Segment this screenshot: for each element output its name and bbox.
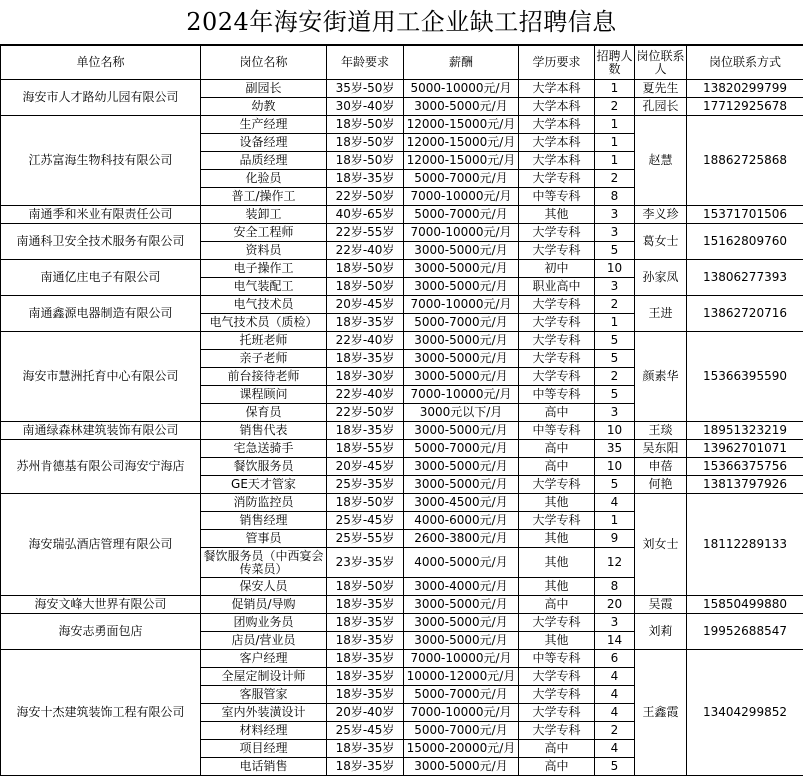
hiring-count: 1 bbox=[595, 134, 635, 152]
age-requirement: 18岁-35岁 bbox=[327, 740, 404, 758]
age-requirement: 18岁-30岁 bbox=[327, 368, 404, 386]
salary: 7000-10000元/月 bbox=[404, 704, 519, 722]
salary: 5000-7000元/月 bbox=[404, 314, 519, 332]
salary: 7000-10000元/月 bbox=[404, 224, 519, 242]
hiring-count: 5 bbox=[595, 476, 635, 494]
education-requirement: 初中 bbox=[519, 260, 595, 278]
hiring-count: 3 bbox=[595, 614, 635, 632]
contact-phone: 13404299852 bbox=[687, 650, 803, 776]
salary: 4000-5000元/月 bbox=[404, 548, 519, 578]
hiring-count: 35 bbox=[595, 440, 635, 458]
age-requirement: 18岁-50岁 bbox=[327, 116, 404, 134]
position-title: 销售经理 bbox=[201, 512, 327, 530]
contact-phone: 13862720716 bbox=[687, 296, 803, 332]
position-title: 电子操作工 bbox=[201, 260, 327, 278]
contact-phone: 15366375756 bbox=[687, 458, 803, 476]
hiring-count: 1 bbox=[595, 116, 635, 134]
salary: 3000-5000元/月 bbox=[404, 278, 519, 296]
age-requirement: 23岁-35岁 bbox=[327, 548, 404, 578]
hiring-count: 2 bbox=[595, 170, 635, 188]
position-title: 安全工程师 bbox=[201, 224, 327, 242]
education-requirement: 其他 bbox=[519, 632, 595, 650]
hiring-count: 3 bbox=[595, 404, 635, 422]
contact-person: 刘女士 bbox=[635, 494, 687, 596]
salary: 3000-4500元/月 bbox=[404, 494, 519, 512]
contact-person: 孙家凤 bbox=[635, 260, 687, 296]
age-requirement: 22岁-40岁 bbox=[327, 386, 404, 404]
salary: 10000-12000元/月 bbox=[404, 668, 519, 686]
salary: 15000-20000元/月 bbox=[404, 740, 519, 758]
contact-phone: 18112289133 bbox=[687, 494, 803, 596]
position-title: 亲子老师 bbox=[201, 350, 327, 368]
salary: 5000-7000元/月 bbox=[404, 170, 519, 188]
hiring-count: 5 bbox=[595, 332, 635, 350]
salary: 7000-10000元/月 bbox=[404, 386, 519, 404]
position-title: 电气技术员 bbox=[201, 296, 327, 314]
position-title: 课程顾问 bbox=[201, 386, 327, 404]
company-name: 海安市人才路幼儿园有限公司 bbox=[1, 80, 201, 116]
salary: 7000-10000元/月 bbox=[404, 650, 519, 668]
salary: 12000-15000元/月 bbox=[404, 116, 519, 134]
hiring-count: 3 bbox=[595, 206, 635, 224]
position-title: 宅急送骑手 bbox=[201, 440, 327, 458]
company-name: 南通亿庄电子有限公司 bbox=[1, 260, 201, 296]
position-title: 项目经理 bbox=[201, 740, 327, 758]
position-title: 全屋定制设计师 bbox=[201, 668, 327, 686]
age-requirement: 18岁-35岁 bbox=[327, 350, 404, 368]
position-title: 前台接待老师 bbox=[201, 368, 327, 386]
hiring-count: 10 bbox=[595, 422, 635, 440]
age-requirement: 25岁-45岁 bbox=[327, 722, 404, 740]
salary: 3000-5000元/月 bbox=[404, 476, 519, 494]
contact-phone: 13820299799 bbox=[687, 80, 803, 98]
header-phone: 岗位联系方式 bbox=[687, 46, 803, 80]
salary: 3000-5000元/月 bbox=[404, 632, 519, 650]
salary: 2600-3800元/月 bbox=[404, 530, 519, 548]
hiring-count: 5 bbox=[595, 386, 635, 404]
contact-phone: 13813797926 bbox=[687, 476, 803, 494]
education-requirement: 其他 bbox=[519, 530, 595, 548]
position-title: 生产经理 bbox=[201, 116, 327, 134]
age-requirement: 18岁-35岁 bbox=[327, 422, 404, 440]
education-requirement: 大学本科 bbox=[519, 98, 595, 116]
table-row bbox=[1, 332, 803, 350]
table-row bbox=[1, 650, 803, 668]
position-title: 电气装配工 bbox=[201, 278, 327, 296]
age-requirement: 40岁-65岁 bbox=[327, 206, 404, 224]
education-requirement: 中等专科 bbox=[519, 422, 595, 440]
education-requirement: 大学本科 bbox=[519, 134, 595, 152]
hiring-count: 10 bbox=[595, 458, 635, 476]
position-title: 促销员/导购 bbox=[201, 596, 327, 614]
contact-person: 王琰 bbox=[635, 422, 687, 440]
salary: 12000-15000元/月 bbox=[404, 152, 519, 170]
position-title: 装卸工 bbox=[201, 206, 327, 224]
contact-person: 申蓓 bbox=[635, 458, 687, 476]
position-title: 室内外装潢设计 bbox=[201, 704, 327, 722]
salary: 3000-5000元/月 bbox=[404, 350, 519, 368]
education-requirement: 大学专科 bbox=[519, 170, 595, 188]
education-requirement: 中等专科 bbox=[519, 650, 595, 668]
age-requirement: 25岁-35岁 bbox=[327, 476, 404, 494]
education-requirement: 中等专科 bbox=[519, 386, 595, 404]
education-requirement: 中等专科 bbox=[519, 188, 595, 206]
hiring-count: 14 bbox=[595, 632, 635, 650]
position-title: 团购业务员 bbox=[201, 614, 327, 632]
position-title: 客户经理 bbox=[201, 650, 327, 668]
recruitment-table bbox=[0, 45, 803, 776]
position-title: 化验员 bbox=[201, 170, 327, 188]
hiring-count: 2 bbox=[595, 98, 635, 116]
education-requirement: 大学专科 bbox=[519, 668, 595, 686]
page-title: 2024年海安街道用工企业缺工招聘信息 bbox=[0, 0, 803, 45]
education-requirement: 大学专科 bbox=[519, 368, 595, 386]
salary: 5000-7000元/月 bbox=[404, 440, 519, 458]
contact-phone: 15850499880 bbox=[687, 596, 803, 614]
age-requirement: 18岁-35岁 bbox=[327, 170, 404, 188]
age-requirement: 18岁-35岁 bbox=[327, 314, 404, 332]
salary: 3000-5000元/月 bbox=[404, 332, 519, 350]
age-requirement: 18岁-35岁 bbox=[327, 668, 404, 686]
position-title: 客服管家 bbox=[201, 686, 327, 704]
education-requirement: 其他 bbox=[519, 206, 595, 224]
hiring-count: 4 bbox=[595, 686, 635, 704]
education-requirement: 大学本科 bbox=[519, 116, 595, 134]
hiring-count: 4 bbox=[595, 494, 635, 512]
age-requirement: 18岁-35岁 bbox=[327, 758, 404, 776]
hiring-count: 20 bbox=[595, 596, 635, 614]
company-name: 南通季和米业有限责任公司 bbox=[1, 206, 201, 224]
contact-phone: 19952688547 bbox=[687, 614, 803, 650]
company-name: 海安文峰大世界有限公司 bbox=[1, 596, 201, 614]
hiring-count: 4 bbox=[595, 668, 635, 686]
position-title: 普工/操作工 bbox=[201, 188, 327, 206]
age-requirement: 18岁-35岁 bbox=[327, 614, 404, 632]
company-name: 江苏富海生物科技有限公司 bbox=[1, 116, 201, 206]
hiring-count: 3 bbox=[595, 224, 635, 242]
contact-person: 颜素华 bbox=[635, 332, 687, 422]
salary: 3000-5000元/月 bbox=[404, 758, 519, 776]
company-name: 苏州肯德基有限公司海安宁海店 bbox=[1, 440, 201, 494]
position-title: 管事员 bbox=[201, 530, 327, 548]
contact-phone: 15366395590 bbox=[687, 332, 803, 422]
education-requirement: 大学专科 bbox=[519, 476, 595, 494]
age-requirement: 22岁-50岁 bbox=[327, 404, 404, 422]
table-row bbox=[1, 206, 803, 224]
position-title: 托班老师 bbox=[201, 332, 327, 350]
hiring-count: 5 bbox=[595, 242, 635, 260]
position-title: 餐饮服务员（中西宴会传菜员） bbox=[201, 548, 327, 578]
hiring-count: 4 bbox=[595, 704, 635, 722]
age-requirement: 25岁-45岁 bbox=[327, 512, 404, 530]
contact-person: 王鑫霞 bbox=[635, 650, 687, 776]
company-name: 海安十杰建筑装饰工程有限公司 bbox=[1, 650, 201, 776]
contact-person: 何艳 bbox=[635, 476, 687, 494]
salary: 3000-5000元/月 bbox=[404, 458, 519, 476]
age-requirement: 18岁-50岁 bbox=[327, 278, 404, 296]
age-requirement: 18岁-50岁 bbox=[327, 260, 404, 278]
position-title: GE天才管家 bbox=[201, 476, 327, 494]
table-row bbox=[1, 614, 803, 632]
contact-person: 夏先生 bbox=[635, 80, 687, 98]
education-requirement: 大学专科 bbox=[519, 614, 595, 632]
position-title: 保安人员 bbox=[201, 578, 327, 596]
position-title: 幼教 bbox=[201, 98, 327, 116]
salary: 7000-10000元/月 bbox=[404, 188, 519, 206]
company-name: 南通绿森林建筑装饰有限公司 bbox=[1, 422, 201, 440]
hiring-count: 8 bbox=[595, 188, 635, 206]
position-title: 电气技术员（质检） bbox=[201, 314, 327, 332]
education-requirement: 高中 bbox=[519, 758, 595, 776]
education-requirement: 高中 bbox=[519, 596, 595, 614]
header-education: 学历要求 bbox=[519, 46, 595, 80]
company-name: 南通鑫源电器制造有限公司 bbox=[1, 296, 201, 332]
salary: 3000-5000元/月 bbox=[404, 368, 519, 386]
age-requirement: 18岁-50岁 bbox=[327, 134, 404, 152]
education-requirement: 大学本科 bbox=[519, 152, 595, 170]
position-title: 副园长 bbox=[201, 80, 327, 98]
table-row bbox=[1, 224, 803, 242]
age-requirement: 18岁-50岁 bbox=[327, 578, 404, 596]
company-name: 海安市慧洲托育中心有限公司 bbox=[1, 332, 201, 422]
age-requirement: 18岁-35岁 bbox=[327, 632, 404, 650]
table-row bbox=[1, 116, 803, 134]
hiring-count: 5 bbox=[595, 350, 635, 368]
salary: 3000-5000元/月 bbox=[404, 422, 519, 440]
contact-phone: 18951323219 bbox=[687, 422, 803, 440]
salary: 3000-5000元/月 bbox=[404, 614, 519, 632]
position-title: 店员/营业员 bbox=[201, 632, 327, 650]
age-requirement: 30岁-40岁 bbox=[327, 98, 404, 116]
salary: 3000元以下/月 bbox=[404, 404, 519, 422]
contact-phone: 17712925678 bbox=[687, 98, 803, 116]
position-title: 电话销售 bbox=[201, 758, 327, 776]
age-requirement: 18岁-35岁 bbox=[327, 650, 404, 668]
header-age: 年龄要求 bbox=[327, 46, 404, 80]
contact-person: 赵慧 bbox=[635, 116, 687, 206]
contact-person: 王进 bbox=[635, 296, 687, 332]
hiring-count: 2 bbox=[595, 722, 635, 740]
education-requirement: 高中 bbox=[519, 440, 595, 458]
hiring-count: 10 bbox=[595, 260, 635, 278]
contact-phone: 13806277393 bbox=[687, 260, 803, 296]
age-requirement: 22岁-40岁 bbox=[327, 332, 404, 350]
education-requirement: 大学专科 bbox=[519, 296, 595, 314]
age-requirement: 22岁-40岁 bbox=[327, 242, 404, 260]
contact-person: 吴东阳 bbox=[635, 440, 687, 458]
company-name: 海安志勇面包店 bbox=[1, 614, 201, 650]
education-requirement: 其他 bbox=[519, 548, 595, 578]
hiring-count: 6 bbox=[595, 650, 635, 668]
age-requirement: 18岁-50岁 bbox=[327, 494, 404, 512]
education-requirement: 大学本科 bbox=[519, 80, 595, 98]
education-requirement: 大学专科 bbox=[519, 512, 595, 530]
education-requirement: 大学专科 bbox=[519, 242, 595, 260]
education-requirement: 大学专科 bbox=[519, 332, 595, 350]
table-row bbox=[1, 80, 803, 98]
hiring-count: 3 bbox=[595, 278, 635, 296]
position-title: 品质经理 bbox=[201, 152, 327, 170]
age-requirement: 22岁-55岁 bbox=[327, 224, 404, 242]
position-title: 保育员 bbox=[201, 404, 327, 422]
header-row bbox=[1, 46, 803, 80]
hiring-count: 5 bbox=[595, 758, 635, 776]
age-requirement: 20岁-45岁 bbox=[327, 296, 404, 314]
position-title: 设备经理 bbox=[201, 134, 327, 152]
education-requirement: 大学专科 bbox=[519, 722, 595, 740]
salary: 3000-4000元/月 bbox=[404, 578, 519, 596]
table-row bbox=[1, 494, 803, 512]
salary: 5000-7000元/月 bbox=[404, 206, 519, 224]
salary: 4000-6000元/月 bbox=[404, 512, 519, 530]
education-requirement: 大学专科 bbox=[519, 704, 595, 722]
header-count: 招聘人数 bbox=[595, 46, 635, 80]
contact-person: 葛女士 bbox=[635, 224, 687, 260]
age-requirement: 18岁-35岁 bbox=[327, 596, 404, 614]
salary: 5000-10000元/月 bbox=[404, 80, 519, 98]
contact-phone: 15371701506 bbox=[687, 206, 803, 224]
company-name: 海安瑞弘酒店管理有限公司 bbox=[1, 494, 201, 596]
contact-phone: 18862725868 bbox=[687, 116, 803, 206]
education-requirement: 高中 bbox=[519, 740, 595, 758]
hiring-count: 1 bbox=[595, 314, 635, 332]
age-requirement: 18岁-50岁 bbox=[327, 152, 404, 170]
salary: 3000-5000元/月 bbox=[404, 260, 519, 278]
salary: 5000-7000元/月 bbox=[404, 722, 519, 740]
hiring-count: 2 bbox=[595, 296, 635, 314]
contact-person: 刘莉 bbox=[635, 614, 687, 650]
hiring-count: 4 bbox=[595, 740, 635, 758]
salary: 12000-15000元/月 bbox=[404, 134, 519, 152]
position-title: 餐饮服务员 bbox=[201, 458, 327, 476]
header-position: 岗位名称 bbox=[201, 46, 327, 80]
education-requirement: 大学专科 bbox=[519, 686, 595, 704]
education-requirement: 高中 bbox=[519, 458, 595, 476]
contact-person: 吴霞 bbox=[635, 596, 687, 614]
position-title: 消防监控员 bbox=[201, 494, 327, 512]
education-requirement: 高中 bbox=[519, 404, 595, 422]
table-row bbox=[1, 422, 803, 440]
age-requirement: 25岁-55岁 bbox=[327, 530, 404, 548]
education-requirement: 大学专科 bbox=[519, 224, 595, 242]
salary: 3000-5000元/月 bbox=[404, 596, 519, 614]
company-name: 南通科卫安全技术服务有限公司 bbox=[1, 224, 201, 260]
table-row bbox=[1, 260, 803, 278]
contact-person: 孔园长 bbox=[635, 98, 687, 116]
hiring-count: 2 bbox=[595, 368, 635, 386]
hiring-count: 12 bbox=[595, 548, 635, 578]
hiring-count: 1 bbox=[595, 152, 635, 170]
header-company: 单位名称 bbox=[1, 46, 201, 80]
hiring-count: 9 bbox=[595, 530, 635, 548]
education-requirement: 大学专科 bbox=[519, 350, 595, 368]
salary: 7000-10000元/月 bbox=[404, 296, 519, 314]
contact-phone: 15162809760 bbox=[687, 224, 803, 260]
age-requirement: 35岁-50岁 bbox=[327, 80, 404, 98]
education-requirement: 大学专科 bbox=[519, 314, 595, 332]
table-body bbox=[1, 80, 803, 776]
age-requirement: 18岁-35岁 bbox=[327, 686, 404, 704]
hiring-count: 1 bbox=[595, 512, 635, 530]
age-requirement: 22岁-50岁 bbox=[327, 188, 404, 206]
salary: 3000-5000元/月 bbox=[404, 98, 519, 116]
table-row bbox=[1, 296, 803, 314]
contact-phone: 13962701071 bbox=[687, 440, 803, 458]
age-requirement: 20岁-40岁 bbox=[327, 704, 404, 722]
hiring-count: 1 bbox=[595, 80, 635, 98]
age-requirement: 20岁-45岁 bbox=[327, 458, 404, 476]
position-title: 销售代表 bbox=[201, 422, 327, 440]
education-requirement: 其他 bbox=[519, 494, 595, 512]
contact-person: 李义珍 bbox=[635, 206, 687, 224]
age-requirement: 18岁-55岁 bbox=[327, 440, 404, 458]
table-row bbox=[1, 596, 803, 614]
hiring-count: 8 bbox=[595, 578, 635, 596]
salary: 3000-5000元/月 bbox=[404, 242, 519, 260]
position-title: 材料经理 bbox=[201, 722, 327, 740]
header-salary: 薪酬 bbox=[404, 46, 519, 80]
header-contact: 岗位联系人 bbox=[635, 46, 687, 80]
position-title: 资料员 bbox=[201, 242, 327, 260]
education-requirement: 其他 bbox=[519, 578, 595, 596]
education-requirement: 职业高中 bbox=[519, 278, 595, 296]
table-row bbox=[1, 440, 803, 458]
salary: 5000-7000元/月 bbox=[404, 686, 519, 704]
